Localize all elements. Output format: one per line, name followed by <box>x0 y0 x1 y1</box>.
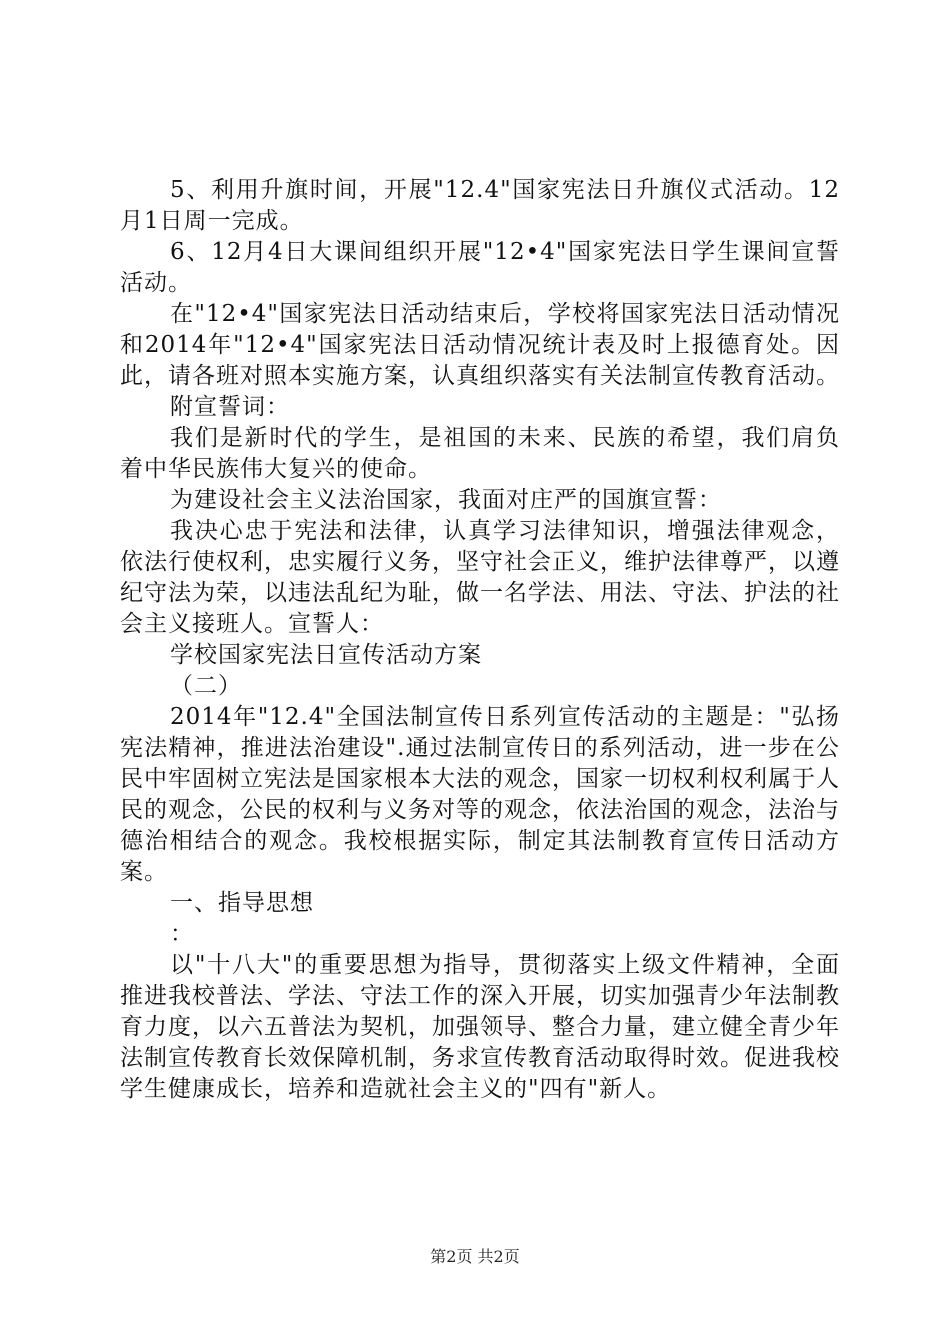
section-title: 学校国家宪法日宣传活动方案 <box>170 642 482 668</box>
section-number: （二） <box>170 673 242 699</box>
paragraph-theme: 2014年"12.4"全国法制宣传日系列宣传活动的主题是："弘扬宪法精神，推进法治建设".通过法制宣传日的系列活动，进一步在公民中牢固树立宪法是国家根本大法的观念，国家一切权利权利属于人民的观念，公民的权利与义务对等的观念，依法治国的观念，法治与德治相结合的观念。我校根据实际，制定其法制教育宣传日活动方案。 <box>120 704 840 885</box>
oath-line-1: 我们是新时代的学生，是祖国的未来、民族的希望，我们肩负着中华民族伟大复兴的使命。 <box>120 425 840 482</box>
paragraph-item-5: 5、利用升旗时间，开展"12.4"国家宪法日升旗仪式活动。12月1日周一完成。 <box>120 177 840 234</box>
paragraph-report: 在"12•4"国家宪法日活动结束后，学校将国家宪法日活动情况和2014年"12•4"国家宪法日活动情况统计表及时上报德育处。因此，请各班对照本实施方案，认真组织落实有关法制宣传教育活动。 <box>120 301 840 389</box>
heading-guiding-thought: 一、指导思想 <box>170 890 314 916</box>
paragraph-guiding-thought: 以"十八大"的重要思想为指导，贯彻落实上级文件精神，全面推进我校普法、学法、守法工作的深入开展，切实加强青少年法制教育力度，以六五普法为契机，加强领导、整合力量，建立健全青少年法制宣传教育长效保障机制，务求宣传教育活动取得时效。促进我校学生健康成长，培养和造就社会主义的"四有"新人。 <box>120 952 840 1102</box>
oath-heading: 附宣誓词： <box>170 394 290 420</box>
oath-line-3: 我决心忠于宪法和法律，认真学习法律知识，增强法律观念，依法行使权利，忠实履行义务，坚守社会正义，维护法律尊严，以遵纪守法为荣，以违法乱纪为耻，做一名学法、用法、守法、护法的社会主义接班人。宣誓人： <box>120 518 840 637</box>
oath-line-2: 为建设社会主义法治国家，我面对庄严的国旗宣誓： <box>170 487 722 513</box>
page-footer: 第2页 共2页 <box>430 1247 520 1266</box>
document-body <box>120 175 840 1105</box>
colon-line: ： <box>170 921 194 947</box>
paragraph-item-6: 6、12月4日大课间组织开展"12•4"国家宪法日学生课间宣誓活动。 <box>120 239 840 296</box>
